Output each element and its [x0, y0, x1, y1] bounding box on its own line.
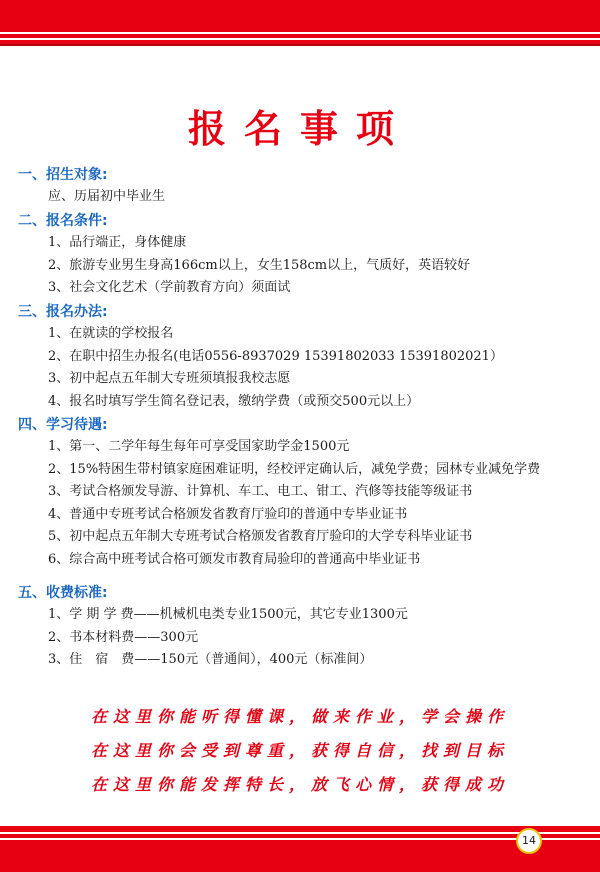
section-item: 3、考试合格颁发导游、计算机、车工、电工、钳工、汽修等技能等级证书: [48, 484, 473, 499]
section-item: 应、历届初中毕业生: [48, 189, 166, 204]
page-title: 报名事项: [187, 106, 412, 151]
section-item: 2、15%特困生带村镇家庭困难证明，经校评定确认后，减免学费；园林专业减免学费: [48, 461, 541, 477]
top-band-shadow: [0, 44, 600, 46]
slogan-line: 在这里你能听得懂课，做来作业，学会操作: [90, 707, 509, 726]
section-item: 2、在职中招生办报名(电话0556-8937029 15391802033 15391802021）: [48, 348, 503, 364]
slogan-block: [0, 700, 600, 802]
section-item: 3、社会文化艺术（学前教育方向）须面试: [48, 280, 291, 295]
page-number: 14: [516, 828, 542, 854]
section-item: 4、报名时填写学生简名登记表，缴纳学费（或预交500元以上）: [48, 393, 420, 409]
section-item: 1、品行端正，身体健康: [48, 235, 187, 250]
section-item: 3、住 宿 费——150元（普通间），400元（标准间）: [48, 652, 373, 667]
section-item: 1、学 期 学 费——机械机电类专业1500元，其它专业1300元: [48, 607, 408, 622]
section-heading: 一、招生对象:: [18, 167, 108, 183]
section-registration-methods: [18, 301, 588, 413]
section-fee-standards: [18, 582, 588, 672]
section-item: 6、综合高中班考试合格可颁发市教育局验印的普通高中毕业证书: [48, 551, 421, 567]
section-study-benefits: [18, 414, 588, 571]
section-item: 2、书本材料费——300元: [48, 629, 199, 645]
section-item: 3、初中起点五年制大专班须填报我校志愿: [48, 371, 291, 386]
section-requirements: [18, 210, 588, 300]
section-item: 1、在就读的学校报名: [48, 326, 174, 341]
section-heading: 五、收费标准:: [18, 585, 108, 601]
top-band-stripe: [0, 32, 600, 34]
bottom-decorative-band: [0, 826, 600, 872]
section-item: 5、初中起点五年制大专班考试合格颁发省教育厅验印的大学专科毕业证书: [48, 529, 473, 544]
top-band-stripe: [0, 38, 600, 40]
section-enrollment-target: [18, 164, 588, 209]
section-heading: 四、学习待遇:: [18, 417, 108, 433]
section-item: 2、旅游专业男生身高166cm以上，女生158cm以上，气质好，英语较好: [48, 257, 471, 273]
bottom-band-stripe: [0, 838, 600, 840]
slogan-line: 在这里你能发挥特长，放飞心情，获得成功: [90, 775, 509, 794]
section-heading: 二、报名条件:: [18, 213, 108, 229]
top-decorative-band: [0, 0, 600, 46]
section-item: 1、第一、二学年每生每年可享受国家助学金1500元: [48, 439, 350, 454]
section-item: 4、普通中专班考试合格颁发省教育厅验印的普通中专毕业证书: [48, 506, 408, 522]
slogan-line: 在这里你会受到尊重，获得自信，找到目标: [90, 741, 509, 760]
section-heading: 三、报名办法:: [18, 304, 108, 320]
bottom-band-stripe: [0, 832, 600, 834]
